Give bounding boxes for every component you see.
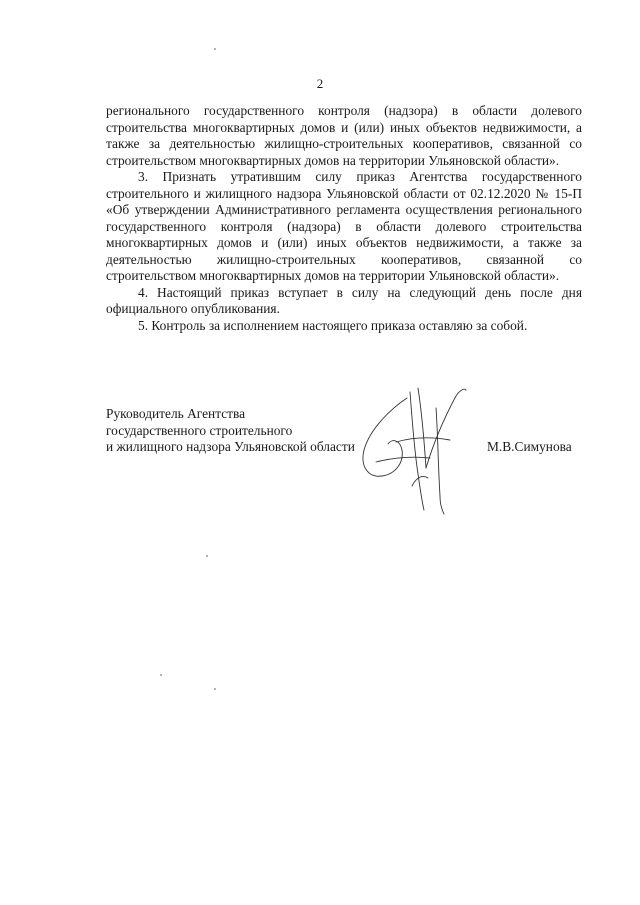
signatory-position [106, 406, 355, 456]
position-line: и жилищного надзора Ульяновской области [106, 439, 355, 454]
paragraph-continuation: регионального государственного контроля (надзора) в области долевого строительства многоквартирных домов и (или) иных объектов недвижимости, а также за деятельностью жилищно-строительных кооперативов, связанной со строительством многоквартирных домов на территории Ульяновской области». [106, 103, 582, 168]
scan-speck [214, 688, 216, 690]
position-line: государственного строительного [106, 422, 293, 438]
scan-speck [214, 48, 216, 50]
paragraph-item-5: 5. Контроль за исполнением настоящего приказа оставляю за собой. [138, 317, 528, 333]
paragraph-item-4: 4. Настоящий приказ вступает в силу на следующий день после дня официального опубликования. [106, 284, 582, 316]
paragraph-item-3: 3. Признать утратившим силу приказ Агентства государственного строительного и жилищного надзора Ульяновской области от 02.12.2020 № 15-П «Об утверждении Административного регламента осуществления регионального государственного контроля (надзора) в области долевого строительства многоквартирных домов и (или) иных объектов недвижимости, а также за деятельностью жилищно-строительных кооперативов, связанной со строительством многоквартирных домов на территории Ульяновской области». [106, 169, 582, 283]
document-body [106, 103, 582, 334]
signatory-name: М.В.Симунова [487, 439, 572, 454]
page-number: 2 [316, 76, 324, 91]
scan-speck [206, 555, 208, 557]
scan-speck [160, 674, 162, 676]
handwritten-signature [352, 378, 482, 518]
position-line: Руководитель Агентства [106, 406, 246, 421]
